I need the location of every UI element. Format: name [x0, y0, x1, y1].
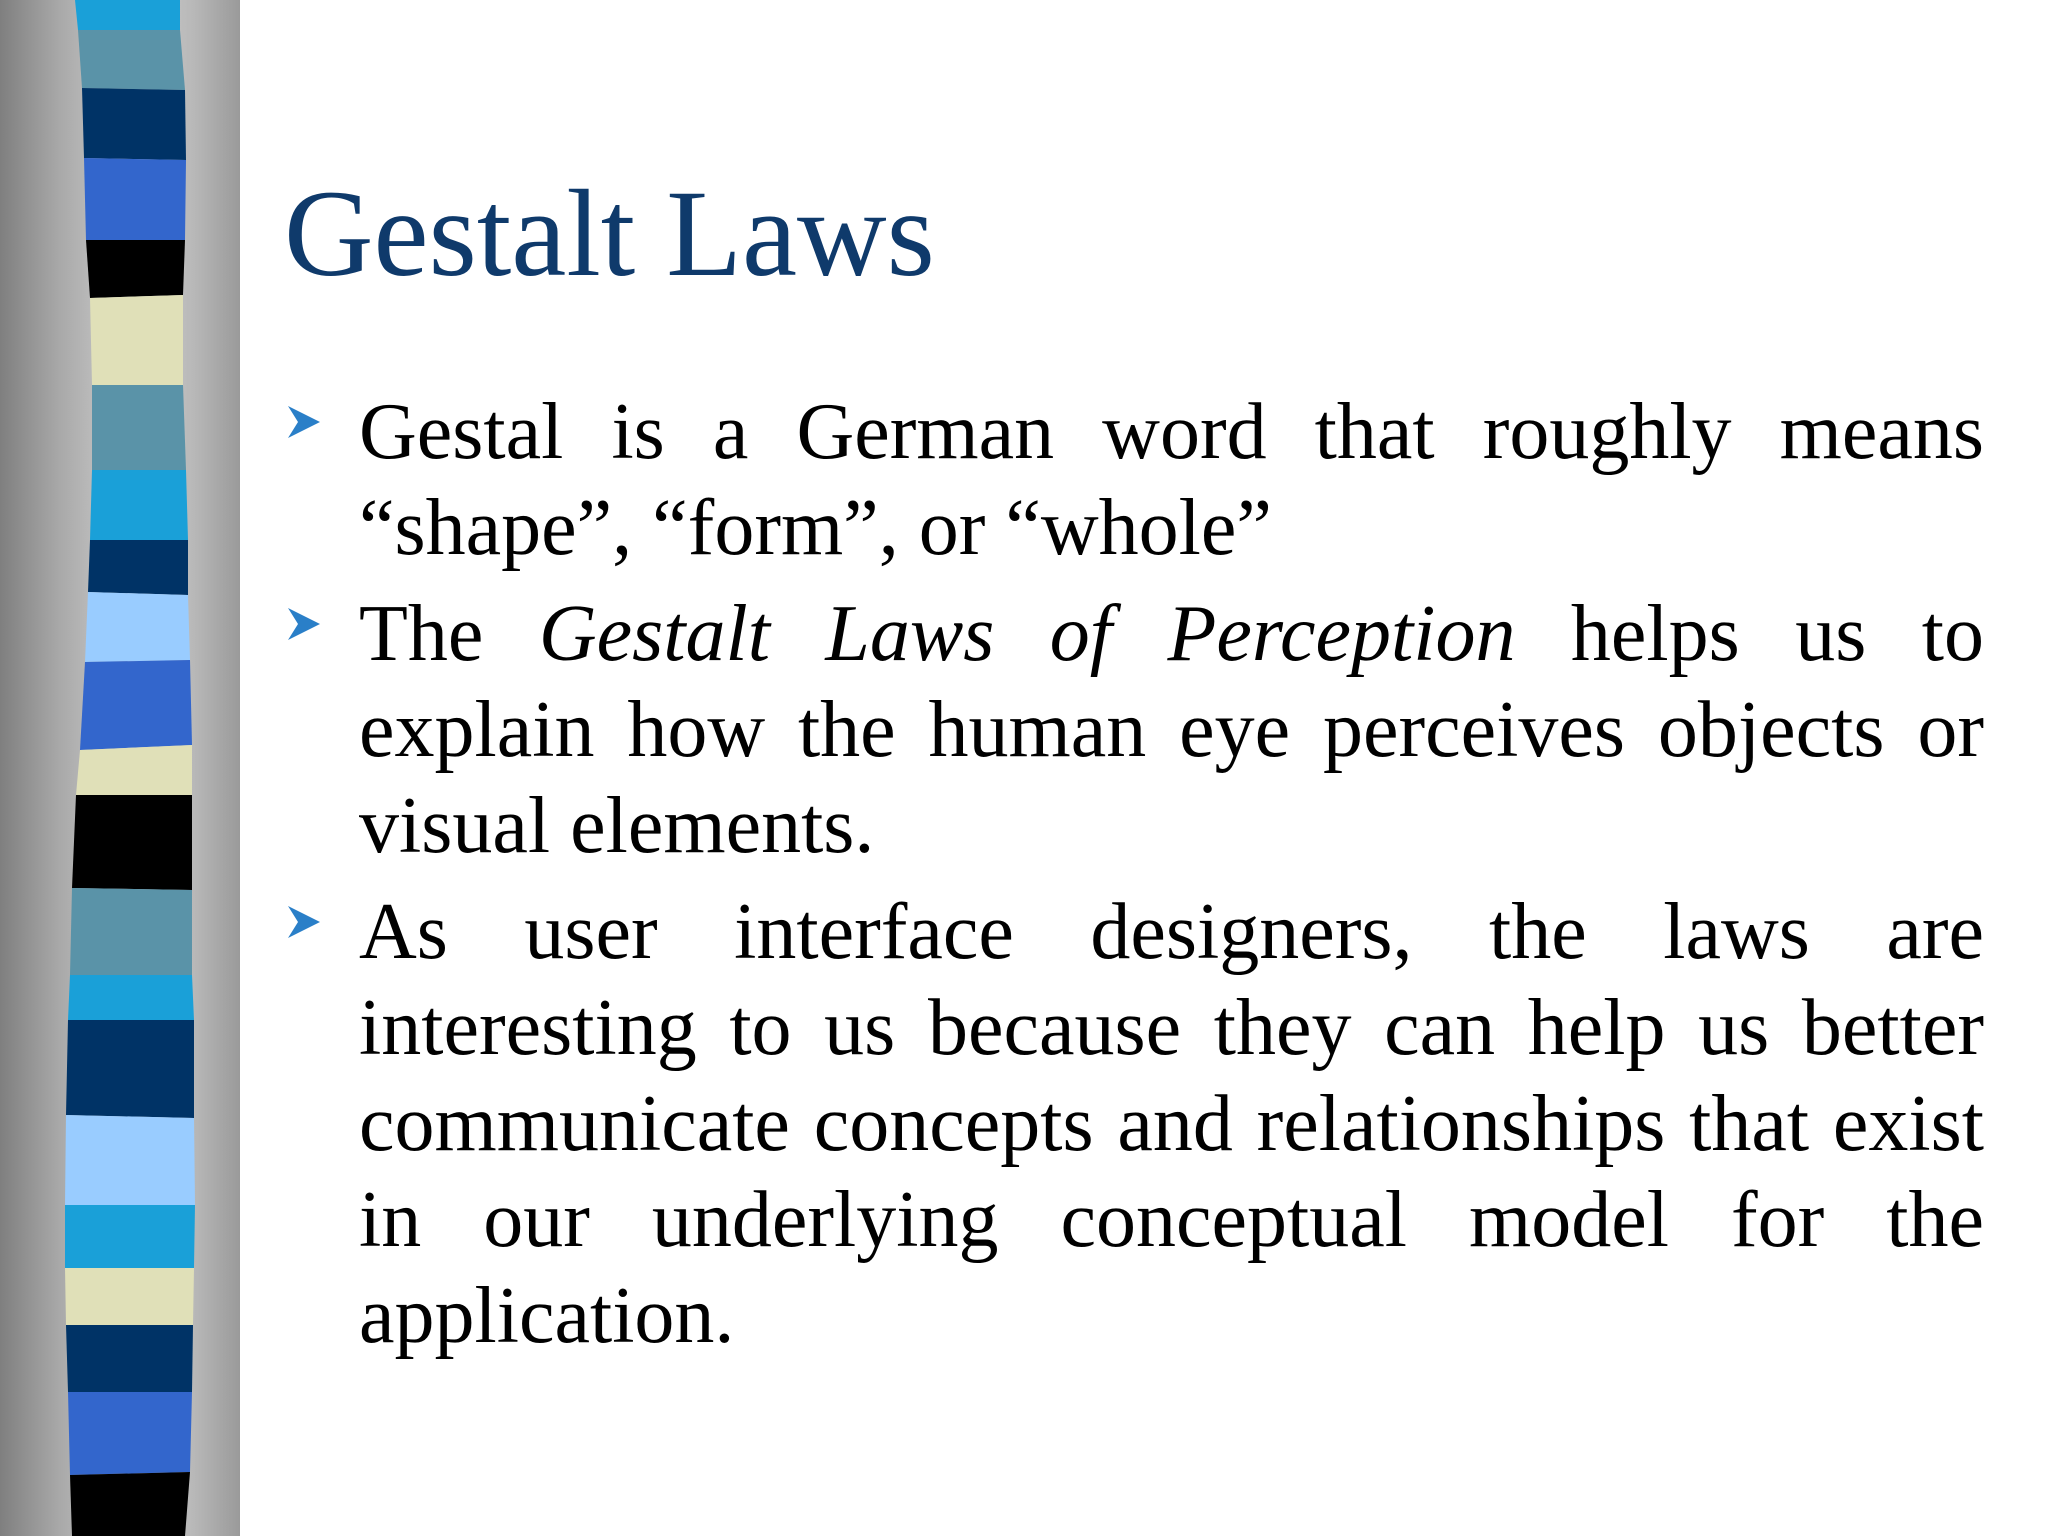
- arrowhead-bullet-icon: [284, 604, 324, 644]
- decorative-stripes: [0, 0, 240, 1536]
- stripe: [90, 295, 183, 385]
- bullet-item: [284, 884, 1984, 1364]
- stripe: [80, 660, 192, 750]
- stripe: [78, 30, 185, 90]
- stripe: [88, 540, 188, 595]
- bullet-text-emphasis: Gestalt Laws of Perception: [538, 590, 1516, 678]
- arrowhead-bullet-icon: [284, 902, 324, 942]
- slide-title: Gestalt Laws: [284, 165, 935, 302]
- stripe: [65, 1268, 194, 1325]
- stripe: [66, 1325, 193, 1392]
- arrowhead-bullet-icon: [284, 402, 324, 442]
- bullet-text: As user interface designers, the laws are interesting to us because they can help us better communicate concepts and relationships that exist in our underlying conceptual model for the application.: [359, 888, 1984, 1360]
- stripe: [76, 745, 192, 795]
- stripe: [72, 795, 192, 890]
- bullet-item: [284, 384, 1984, 576]
- stripe: [65, 1115, 195, 1205]
- stripe: [92, 385, 186, 470]
- stripe: [68, 1392, 192, 1475]
- bullet-text: [359, 586, 1984, 874]
- stripe: [65, 1205, 195, 1268]
- bullet-text-start: The: [359, 590, 539, 678]
- stripe: [70, 888, 192, 975]
- stripe: [68, 975, 194, 1020]
- stripe: [85, 592, 190, 662]
- bullet-item: [284, 586, 1984, 874]
- stripe: [90, 470, 188, 540]
- bullet-text-end: helps us to explain how the human eye perceives objects or visual elements.: [359, 590, 1985, 870]
- stripe: [86, 240, 185, 298]
- decorative-side-band: [0, 0, 240, 1536]
- stripe: [66, 1020, 194, 1118]
- stripe: [82, 88, 186, 160]
- stripe: [70, 1472, 190, 1536]
- bullet-list: [284, 384, 1984, 1374]
- bullet-text: Gestal is a German word that roughly means “shape”, “form”, or “whole”: [359, 388, 1984, 572]
- stripe: [84, 158, 186, 240]
- stripe: [75, 0, 180, 30]
